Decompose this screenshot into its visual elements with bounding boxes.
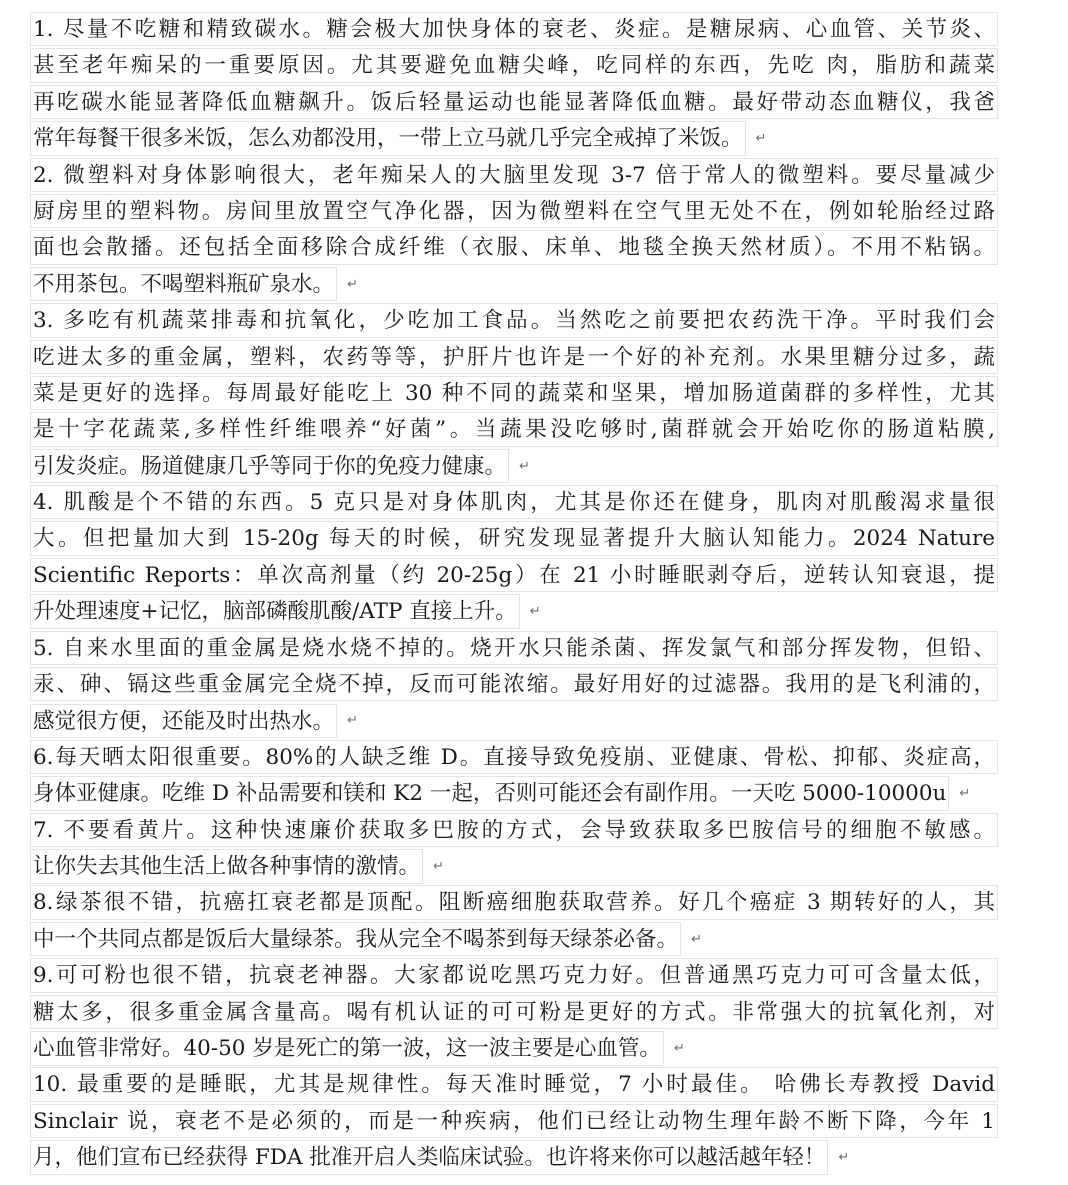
text-line[interactable] bbox=[30, 1140, 998, 1176]
text-line[interactable] bbox=[30, 267, 998, 303]
line-text[interactable]: 大。但把量加大到 15-20g 每天的时候，研究发现显著提升大脑认知能力。2024 Nature bbox=[30, 521, 998, 555]
paragraph-mark-icon: ↵ bbox=[838, 1150, 850, 1166]
text-line[interactable] bbox=[30, 194, 998, 230]
paragraph-mark-icon: ↵ bbox=[519, 458, 530, 474]
text-line[interactable] bbox=[30, 121, 998, 157]
text-line[interactable] bbox=[30, 449, 998, 485]
text-line[interactable] bbox=[30, 485, 998, 521]
line-text[interactable]: 4. 肌酸是个不错的东西。5 克只是对身体肌肉，尤其是你还在健身，肌肉对肌酸渴求量很 bbox=[30, 485, 998, 519]
line-text[interactable]: 5. 自来水里面的重金属是烧水烧不掉的。烧开水只能杀菌、挥发氯气和部分挥发物，但铅、 bbox=[30, 631, 998, 665]
text-line[interactable] bbox=[30, 776, 998, 812]
line-text[interactable]: 1. 尽量不吃糖和精致碳水。糖会极大加快身体的衰老、炎症。是糖尿病、心血管、关节炎、 bbox=[30, 12, 998, 46]
paragraph-mark-icon: ↵ bbox=[691, 931, 702, 947]
line-text[interactable]: 月，他们宣布已经获得 FDA 批准开启人类临床试验。也许将来你可以越活越年轻！ bbox=[30, 1140, 828, 1174]
line-text[interactable]: 升处理速度+记忆，脑部磷酸肌酸/ATP 直接上升。 bbox=[30, 594, 520, 628]
line-text[interactable]: 不用茶包。不喝塑料瓶矿泉水。 bbox=[30, 267, 337, 301]
text-line[interactable] bbox=[30, 12, 998, 48]
text-line[interactable] bbox=[30, 1104, 998, 1140]
paragraph-mark-icon: ↵ bbox=[959, 786, 971, 802]
paragraph-mark-icon: ↵ bbox=[433, 858, 444, 874]
text-line[interactable] bbox=[30, 85, 998, 121]
line-text[interactable]: 6.每天晒太阳很重要。80%的人缺乏维 D。直接导致免疫崩、亚健康、骨松、抑郁、炎症高， bbox=[30, 740, 998, 774]
line-text[interactable]: 常年每餐干很多米饭，怎么劝都没用，一带上立马就几乎完全戒掉了米饭。 bbox=[30, 121, 746, 155]
line-text[interactable]: 10. 最重要的是睡眠，尤其是规律性。每天准时睡觉，7 小时最佳。 哈佛长寿教授 David bbox=[30, 1067, 998, 1101]
line-text[interactable]: 中一个共同点都是饭后大量绿茶。我从完全不喝茶到每天绿茶必备。 bbox=[30, 922, 681, 956]
text-line[interactable] bbox=[30, 958, 998, 994]
line-text[interactable]: 甚至老年痴呆的一重要原因。尤其要避免血糖尖峰，吃同样的东西，先吃 肉，脂肪和蔬菜 bbox=[30, 48, 998, 82]
text-line[interactable] bbox=[30, 885, 998, 921]
text-line[interactable] bbox=[30, 340, 998, 376]
line-text[interactable]: 9.可可粉也很不错，抗衰老神器。大家都说吃黑巧克力好。但普通黑巧克力可可含量太低， bbox=[30, 958, 998, 992]
text-line[interactable] bbox=[30, 631, 998, 667]
text-line[interactable] bbox=[30, 922, 998, 958]
line-text[interactable]: 2. 微塑料对身体影响很大，老年痴呆人的大脑里发现 3-7 倍于常人的微塑料。要尽量减少 bbox=[30, 158, 998, 192]
text-line[interactable] bbox=[30, 376, 998, 412]
line-text[interactable]: 引发炎症。肠道健康几乎等同于你的免疫力健康。 bbox=[30, 449, 509, 483]
line-text[interactable]: 是十字花蔬菜,多样性纤维喂养“好菌”。当蔬果没吃够时,菌群就会开始吃你的肠道粘膜, bbox=[30, 412, 998, 446]
line-text[interactable]: 再吃碳水能显著降低血糖飙升。饭后轻量运动也能显著降低血糖。最好带动态血糖仪，我爸 bbox=[30, 85, 998, 119]
text-line[interactable] bbox=[30, 230, 998, 266]
line-text[interactable]: 3. 多吃有机蔬菜排毒和抗氧化，少吃加工食品。当然吃之前要把农药洗干净。平时我们会 bbox=[30, 303, 998, 337]
text-line[interactable] bbox=[30, 594, 998, 630]
text-line[interactable] bbox=[30, 521, 998, 557]
text-line[interactable] bbox=[30, 813, 998, 849]
line-text[interactable]: 心血管非常好。40-50 岁是死亡的第一波，这一波主要是心血管。 bbox=[30, 1031, 664, 1065]
line-text[interactable]: 7. 不要看黄片。这种快速廉价获取多巴胺的方式，会导致获取多巴胺信号的细胞不敏感。 bbox=[30, 813, 998, 847]
line-text[interactable]: 感觉很方便，还能及时出热水。 bbox=[30, 704, 337, 738]
text-line[interactable] bbox=[30, 158, 998, 194]
paragraph-mark-icon: ↵ bbox=[529, 604, 541, 620]
text-line[interactable] bbox=[30, 558, 998, 594]
line-text[interactable]: 汞、砷、镉这些重金属完全烧不掉，反而可能浓缩。最好用好的过滤器。我用的是飞利浦的， bbox=[30, 667, 998, 701]
line-text[interactable]: 厨房里的塑料物。房间里放置空气净化器，因为微塑料在空气里无处不在，例如轮胎经过路 bbox=[30, 194, 998, 228]
text-line[interactable] bbox=[30, 1067, 998, 1103]
line-text[interactable]: Scientific Reports：单次高剂量（约 20-25g）在 21 小时睡眠剥夺后，逆转认知衰退，提 bbox=[30, 558, 998, 592]
line-text[interactable]: 菜是更好的选择。每周最好能吃上 30 种不同的蔬菜和坚果，增加肠道菌群的多样性，尤其 bbox=[30, 376, 998, 410]
text-line[interactable] bbox=[30, 48, 998, 84]
paragraph-mark-icon: ↵ bbox=[347, 276, 358, 292]
text-line[interactable] bbox=[30, 303, 998, 339]
text-line[interactable] bbox=[30, 412, 998, 448]
text-line[interactable] bbox=[30, 849, 998, 885]
line-text[interactable]: 糖太多，很多重金属含量高。喝有机认证的可可粉是更好的方式。非常强大的抗氧化剂，对 bbox=[30, 995, 998, 1029]
document-body bbox=[30, 12, 998, 1177]
line-text[interactable]: 吃进太多的重金属，塑料，农药等等，护肝片也许是一个好的补充剂。水果里糖分过多，蔬 bbox=[30, 340, 998, 374]
line-text[interactable]: 面也会散播。还包括全面移除合成纤维（衣服、床单、地毯全换天然材质）。不用不粘锅。 bbox=[30, 230, 998, 264]
line-text[interactable]: 让你失去其他生活上做各种事情的激情。 bbox=[30, 849, 423, 883]
text-line[interactable] bbox=[30, 995, 998, 1031]
paragraph-mark-icon: ↵ bbox=[673, 1040, 685, 1056]
line-text[interactable]: 身体亚健康。吃维 D 补品需要和镁和 K2 一起，否则可能还会有副作用。一天吃 5000-10000u bbox=[30, 776, 949, 810]
paragraph-mark-icon: ↵ bbox=[755, 131, 767, 147]
text-line[interactable] bbox=[30, 703, 998, 739]
paragraph-mark-icon: ↵ bbox=[347, 713, 358, 729]
text-line[interactable] bbox=[30, 667, 998, 703]
text-line[interactable] bbox=[30, 740, 998, 776]
line-text[interactable]: 8.绿茶很不错，抗癌扛衰老都是顶配。阻断癌细胞获取营养。好几个癌症 3 期转好的人，其 bbox=[30, 885, 998, 919]
text-line[interactable] bbox=[30, 1031, 998, 1067]
line-text[interactable]: Sinclair 说，衰老不是必须的，而是一种疾病，他们已经让动物生理年龄不断下降，今年 1 bbox=[30, 1104, 998, 1138]
